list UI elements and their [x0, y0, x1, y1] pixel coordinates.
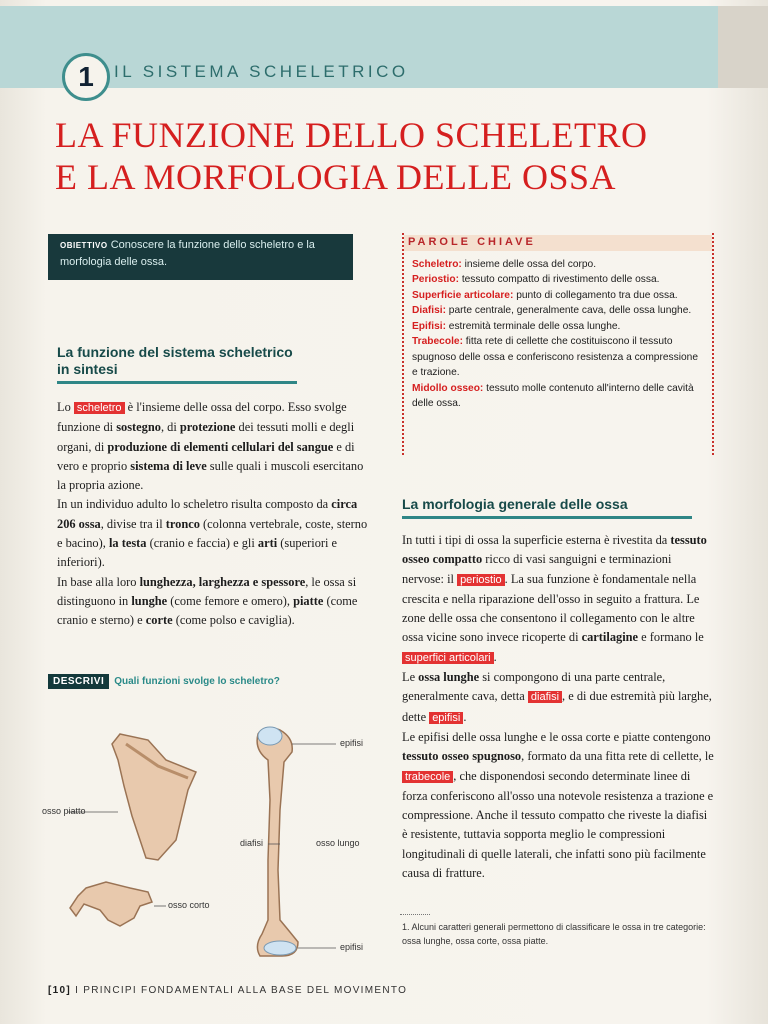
text: , che disponendosi secondo determinate linee di forza conferiscono all'osso una notevole resistenza a trazione e compressione. Anche il tessuto compatto che riveste la diafisi è resistente, tuttavia sopporta meglio le compressioni longitudinali di quelle laterali, che infatti sono più facilmente causa di fratture.: [402, 768, 714, 881]
humerus-shape: [257, 728, 298, 956]
objective-text: Conoscere la funzione dello scheletro e la morfologia delle ossa.: [60, 239, 315, 268]
keyword-def: tessuto molle contenuto all'interno delle cavità delle ossa.: [412, 382, 694, 409]
text: , e di due estremità più larghe, dette: [402, 689, 712, 724]
describe-tag: DESCRIVI: [48, 674, 109, 689]
text: si compongono di una parte centrale, generalmente cava, detta: [402, 670, 666, 704]
page-title-line2: E LA MORFOLOGIA DELLE OSSA: [55, 157, 617, 197]
keyword-term: Midollo osseo:: [412, 382, 484, 394]
label-flat-bone: osso piatto: [42, 806, 86, 816]
objective-tag: OBIETTIVO: [60, 241, 108, 250]
text: Le epifisi delle ossa lunghe e le ossa corte e piatte contengono: [402, 729, 711, 744]
chapter-number-badge: 1: [62, 53, 110, 101]
bold-term: protezione: [179, 420, 236, 435]
paragraph-long-bones: [402, 668, 714, 728]
footer-text: I PRINCIPI FONDAMENTALI ALLA BASE DEL MOVIMENTO: [75, 985, 408, 996]
highlight-term: superfici articolari: [402, 652, 494, 664]
text: In un individuo adulto lo scheletro risulta composto da: [57, 497, 332, 512]
keyword-term: Scheletro:: [412, 258, 462, 270]
text: dei tessuti molli e degli organi, di: [57, 420, 355, 454]
bold-term: cartilagine: [581, 630, 639, 645]
text: (come polso e caviglia).: [172, 613, 295, 628]
bold-term: tessuto osseo spugnoso: [402, 749, 522, 764]
text: In base alla loro: [57, 574, 140, 589]
text: e di vero e proprio: [57, 439, 355, 473]
keyword-def: estremità terminale delle ossa lunghe.: [445, 320, 621, 332]
keyword-item: [412, 272, 704, 288]
right-column: [402, 496, 714, 883]
text: In tutti i tipi di ossa la superficie esterna è rivestita da: [402, 533, 671, 547]
describe-question-text: Quali funzioni svolge lo scheletro?: [114, 676, 280, 687]
text: , divise tra il: [100, 516, 166, 531]
label-epiphysis-bottom: epifisi: [340, 942, 364, 952]
text: (come cranio e sterno) e: [57, 593, 358, 628]
highlight-term: trabecole: [402, 771, 453, 783]
text: (cranio e faccia) e gli: [146, 536, 258, 551]
keyword-def: fitta rete di cellette che costituiscono il tessuto spugnoso delle ossa e conferiscono resistenza a compressione e trazione.: [412, 336, 698, 378]
bold-term: tessuto osseo compatto: [402, 533, 707, 567]
keyword-term: Superficie articolare:: [412, 289, 514, 301]
keyword-item: [412, 319, 704, 335]
bold-term: sostegno: [116, 420, 161, 435]
text: Le: [402, 670, 419, 685]
text: e formano le: [638, 630, 704, 645]
keyword-item: [412, 381, 704, 412]
keywords-title: PAROLE CHIAVE: [404, 235, 712, 251]
keyword-term: Periostio:: [412, 274, 459, 285]
text: (colonna vertebrale, coste, sterno e bacino),: [57, 516, 368, 551]
bold-term: corte: [145, 613, 173, 628]
bold-term: la testa: [108, 536, 147, 551]
highlight-term: diafisi: [528, 691, 562, 703]
bold-term: produzione di elementi cellulari del sangue: [107, 439, 334, 454]
bold-term: lunghe: [131, 593, 168, 608]
keyword-def: insieme delle ossa del corpo.: [461, 258, 597, 270]
paragraph-composition: [57, 495, 370, 572]
text: è l'insieme delle ossa del corpo. Esso svolge funzione di: [57, 400, 347, 435]
page-title: [55, 114, 647, 198]
label-long-bone: osso lungo: [316, 838, 360, 848]
text: , di: [160, 420, 180, 435]
bones-illustration: [42, 720, 378, 970]
objective-box: [48, 234, 353, 280]
chapter-title: IL SISTEMA SCHELETRICO: [114, 62, 409, 81]
keyword-term: Diafisi:: [412, 305, 446, 316]
bold-term: sistema di leve: [130, 458, 207, 473]
keyword-def: parte centrale, generalmente cava, delle ossa lunghe.: [445, 305, 692, 316]
left-column: [57, 344, 370, 631]
page-number: [10]: [48, 985, 71, 996]
label-epiphysis-top: epifisi: [340, 738, 364, 748]
describe-question: [48, 676, 358, 687]
text: (superiori e inferiori).: [57, 536, 338, 570]
keyword-term: Trabecole:: [412, 336, 463, 347]
section-title-morphology: La morfologia generale delle ossa: [402, 496, 692, 519]
highlight-term: scheletro: [74, 402, 125, 414]
footnote: 1. Alcuni caratteri generali permettono di classificare le ossa in tre categorie: ossa lunghe, ossa corte, ossa piatte.: [402, 920, 714, 948]
keyword-def: punto di collegamento tra due ossa.: [513, 289, 678, 301]
scapula-shape: [112, 734, 196, 860]
highlight-term: periostio: [457, 574, 505, 586]
text: (come femore e omero),: [167, 593, 294, 608]
paragraph-function: [57, 398, 370, 495]
bold-term: tronco: [165, 516, 200, 531]
keyword-item: [412, 288, 704, 304]
page-footer: [48, 985, 407, 996]
vertebra-shape: [70, 882, 152, 926]
paragraph-classification: [57, 573, 370, 631]
keywords-box: [402, 233, 714, 455]
bold-term: lunghezza, larghezza e spessore: [139, 574, 306, 589]
label-diaphysis: diafisi: [240, 838, 264, 848]
keyword-item: [412, 303, 704, 319]
bold-term: arti: [257, 536, 278, 551]
bold-term: circa 206 ossa: [57, 497, 358, 531]
text: , formato da una fitta rete di cellette, le: [521, 749, 714, 764]
text: .: [493, 649, 497, 664]
paragraph-spongy-bone: [402, 728, 714, 883]
text: . La sua funzione è fondamentale nella crescita e nella riparazione dell'osso in seguito a frattura. Le zone delle ossa che consentono il collegamento con le altre ossa vicine sono invece ricoperte di: [402, 571, 700, 645]
text: Lo: [57, 400, 74, 414]
label-short-bone: osso corto: [168, 900, 210, 910]
page-title-line1: LA FUNZIONE DELLO SCHELETRO: [55, 115, 648, 155]
text: sulle quali i muscoli esercitano la propria azione.: [57, 458, 364, 493]
bold-term: piatte: [293, 593, 324, 608]
keyword-item: [412, 334, 704, 381]
keyword-def: tessuto compatto di rivestimento delle ossa.: [458, 274, 660, 285]
keyword-item: [412, 257, 704, 273]
section-title-function: La funzione del sistema scheletrico in sintesi: [57, 344, 297, 384]
text: , le ossa si distinguono in: [57, 574, 357, 608]
keyword-term: Epifisi:: [412, 320, 446, 332]
text: .: [463, 709, 467, 724]
bold-term: ossa lunghe: [418, 670, 480, 685]
humerus-distal-cartilage: [264, 941, 296, 955]
text: ricco di vasi sanguigni e terminazioni nervose: il: [402, 552, 672, 586]
paragraph-periosteum: [402, 531, 714, 668]
highlight-term: epifisi: [429, 712, 463, 724]
humerus-head-cartilage: [258, 727, 282, 745]
